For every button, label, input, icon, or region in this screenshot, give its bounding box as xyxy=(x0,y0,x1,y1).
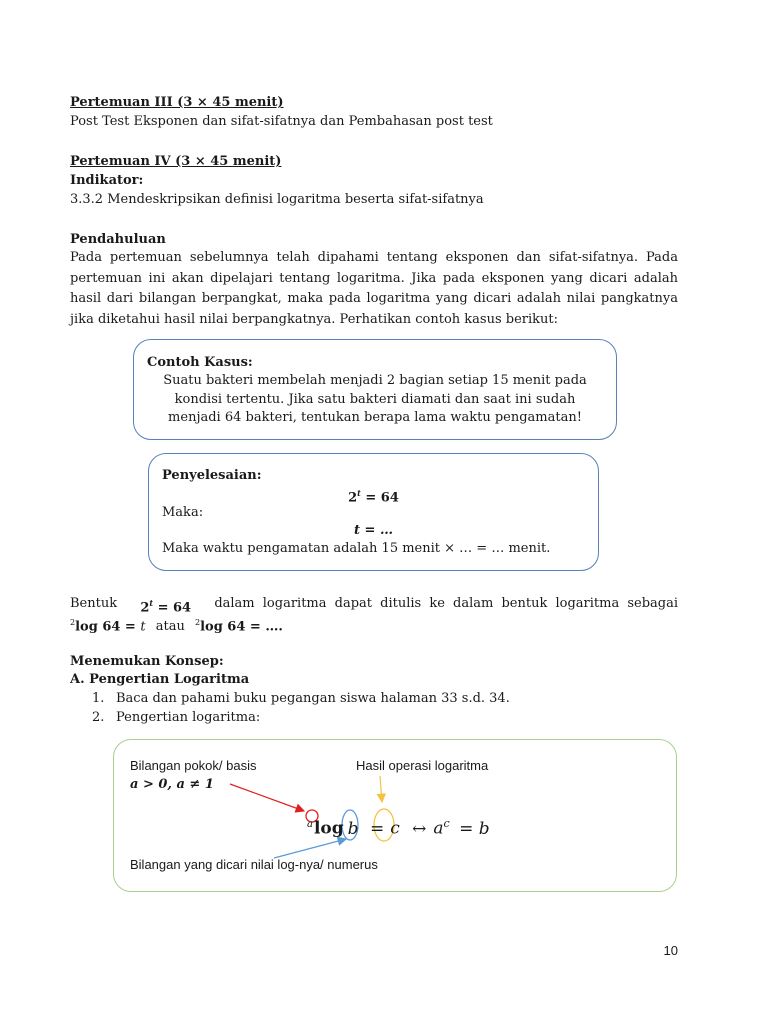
log-formula xyxy=(307,810,490,843)
formula-base: a xyxy=(307,818,313,830)
meeting3-text: Post Test Eksponen dan sifat-sifatnya dan Pembahasan post test xyxy=(70,114,493,129)
formula-rhs-exp: c xyxy=(443,817,450,830)
eq1-exp: t xyxy=(357,488,361,498)
formula-eq: = xyxy=(369,818,385,839)
yellow-arrow xyxy=(380,776,382,802)
solution-title: Penyelesaian: xyxy=(162,468,262,483)
formula-rhs-base: a xyxy=(433,818,444,839)
page-number: 10 xyxy=(663,943,678,958)
case-line-3: menjadi 64 bakteri, tentukan berapa lama waktu pengamatan! xyxy=(168,410,582,425)
log2: log 64 = …. xyxy=(200,619,283,635)
red-arrow xyxy=(230,784,304,811)
formula-result: c xyxy=(390,818,400,839)
log-diagram-box xyxy=(113,739,677,892)
eq1-rhs: = 64 xyxy=(360,490,399,506)
meeting4-heading: Pertemuan IV (3 × 45 menit) xyxy=(70,154,282,169)
log1-var: t xyxy=(140,619,146,635)
basis-label: Bilangan pokok/ basis xyxy=(130,758,257,773)
bentuk-eq-rhs: = 64 xyxy=(153,600,192,616)
bentuk-text-start: Bentuk xyxy=(70,596,118,611)
formula-log: log xyxy=(313,818,344,839)
formula-numerus: b xyxy=(347,818,359,839)
solution-conclusion: Maka waktu pengamatan adalah 15 menit × … = … menit. xyxy=(162,541,551,556)
eq1-base: 2 xyxy=(348,490,358,506)
log1-sup: 2 xyxy=(70,618,76,627)
formula-arrow: ↔ xyxy=(412,818,427,839)
item-text-1: Baca dan pahami buku pegangan siswa halaman 33 s.d. 34. xyxy=(116,691,510,706)
solution-box xyxy=(148,453,599,571)
numerus-label: Bilangan yang dicari nilai log-nya/ numerus xyxy=(130,857,378,872)
item-number-1: 1. xyxy=(92,691,105,706)
concept-subheading: A. Pengertian Logaritma xyxy=(70,672,250,687)
bentuk-eq-base: 2 xyxy=(140,600,150,616)
result-label: Hasil operasi logaritma xyxy=(356,758,489,773)
bentuk-atau: atau xyxy=(155,619,185,635)
log2-sup: 2 xyxy=(194,618,201,627)
case-title: Contoh Kasus: xyxy=(147,355,253,370)
log1: log 64 = xyxy=(75,619,141,635)
bentuk-eq-exp: t xyxy=(149,598,154,608)
concept-item-2 xyxy=(92,708,260,727)
solution-equation-1 xyxy=(149,484,598,507)
case-line-1: Suatu bakteri membelah menjadi 2 bagian setiap 15 menit pada xyxy=(163,373,587,388)
intro-paragraph: Pada pertemuan sebelumnya telah dipahami tentang eksponen dan sifat-sifatnya. Pada pertemuan ini akan dipelajari tentang logaritma. Jika pada eksponen yang dicari adalah hasil dari bilangan berpangkat, maka pada logaritma yang dicari adalah nilai pangkatnya jika diketahui hasil nilai berpangkatnya. Perhatikan contoh kasus berikut: xyxy=(70,250,678,327)
concept-heading: Menemukan Konsep: xyxy=(70,654,224,669)
item-number-2: 2. xyxy=(92,710,105,725)
item-text-2: Pengertian logaritma: xyxy=(116,710,261,725)
meeting3-heading: Pertemuan III (3 × 45 menit) xyxy=(70,95,284,110)
case-box xyxy=(133,339,617,440)
indicator-text: 3.3.2 Mendeskripsikan definisi logaritma beserta sifat-sifatnya xyxy=(70,192,484,207)
solution-equation-2: t = … xyxy=(354,523,393,538)
bentuk-log-line xyxy=(70,613,283,636)
indicator-label: Indikator: xyxy=(70,173,144,188)
formula-rhs-eq: = b xyxy=(459,818,490,839)
basis-condition: a > 0, a ≠ 1 xyxy=(130,777,214,792)
solution-maka: Maka: xyxy=(162,505,204,520)
concept-item-1 xyxy=(92,689,510,708)
bentuk-text-mid: dalam logaritma dapat ditulis ke dalam bentuk logaritma sebagai xyxy=(214,596,678,611)
case-line-2: kondisi tertentu. Jika satu bakteri diamati dan saat ini sudah xyxy=(174,392,576,407)
intro-heading: Pendahuluan xyxy=(70,232,166,247)
